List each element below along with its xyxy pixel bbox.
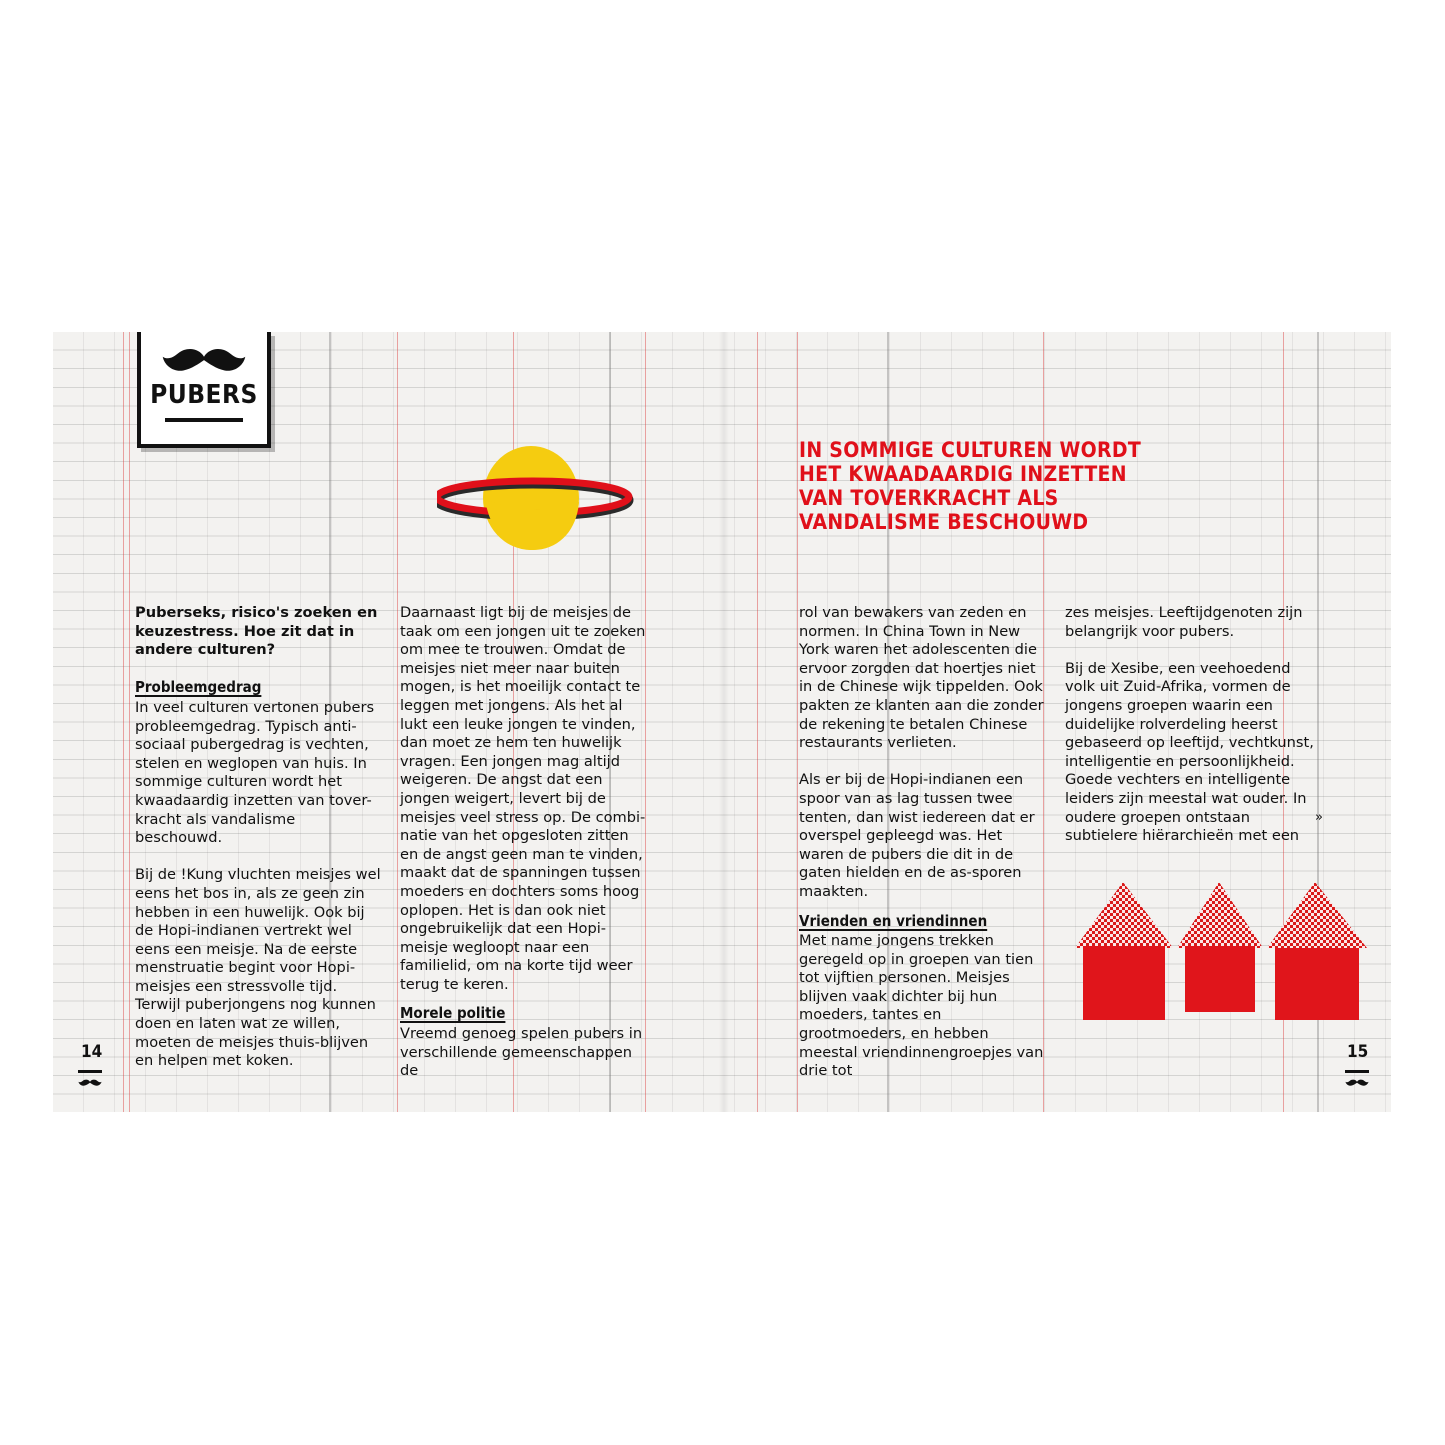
title-underline [165,418,243,422]
page-number-right: 15 [1347,1042,1369,1062]
page-number-left: 14 [81,1042,103,1062]
book-spread [53,332,1391,1112]
paragraph: Bij de Xesibe, een veehoedend volk uit Zuid-Afrika, vormen de jongens groepen waarin een duidelijke rolverdeling heerst gebaseerd op leeftijd, vechtkunst, intelligentie en persoonlijkheid. Goede vechters en intelligente leiders zijn meestal wat ouder. In oudere groepen ontstaan subtielere hiërarchieën met een [1065,659,1314,845]
right-column-2 [1065,604,1315,846]
mustache-icon [1345,1078,1369,1088]
paragraph: rol van bewakers van zeden en normen. In China Town in New York waren het adolescenten die ervoor zorgden dat hoertjes niet in de Chinese wijk tippelden. Ook pakten ze klanten aan die zonder de rekening te betalen Chinese restaurants verlieten. [799,604,1044,752]
paragraph: Daarnaast ligt bij de meisjes de taak om een jongen uit te zoeken om mee te trouwen. Omdat de meisjes niet meer naar buiten mogen, is het moeilijk contact te leggen met jongens. Als het al lukt een leuke jongen te vinden, dan moet ze hem ten huwelijk vragen. Een jongen mag altijd weigeren. De angst dat een jongen weigert, levert bij de meisjes veel stress op. De combi-natie van het opgesloten zitten en de angst geen man te vinden, maakt dat de spanningen tussen moeders en dochters soms hoog oplopen. Het is dan ook niet ongebruikelijk dat een Hopi-meisje wegloopt naar een familielid, om na korte tijd weer terug te keren. [400,604,646,993]
heading-morele-politie: Morele politie [400,1004,506,1023]
heading-probleemgedrag: Probleemgedrag [135,678,262,697]
paragraph: Als er bij de Hopi-indianen een spoor van as lag tussen twee tenten, dan wist iedereen dat er overspel gepleegd was. Het waren de pubers die dit in de gaten hielden en de as-sporen maakten. [799,771,1035,900]
lead-text: Puberseks, risico's zoeken en keuzestress. Hoe zit dat in andere culturen? [135,604,378,659]
book-gutter [719,332,729,1112]
section-title: PUBERS [150,380,258,410]
paragraph: Vreemd genoeg spelen pubers in verschillende gemeenschappen de [400,1025,643,1080]
mustache-icon [161,346,247,376]
heading-vrienden: Vrienden en vriendinnen [799,911,988,930]
page-number-rule [1345,1070,1369,1073]
houses-illustration [1071,880,1371,1028]
mustache-icon [78,1078,102,1088]
paragraph: Bij de !Kung vluchten meisjes wel eens het bos in, als ze geen zin hebben in een huwelijk. Ook bij de Hopi-indianen vertrekt wel eens een meisje. Na de eerste menstruatie begint voor Hopi-meisjes een stressvolle tijd. Terwijl puberjongens nog kunnen doen en laten wat ze willen, moeten de meisjes thuis-blijven en helpen met koken. [135,866,381,1070]
left-column-2 [400,604,650,1081]
page-number-rule [78,1070,102,1073]
planet-illustration [437,442,637,552]
right-column-1 [799,604,1049,1081]
pull-quote: IN SOMMIGE CULTUREN WORDT HET KWAADAARDIG INZETTEN VAN TOVERKRACHT ALS VANDALISME BESCHOUWD [799,438,1142,534]
section-label-box [137,332,271,448]
paragraph: Met name jongens trekken geregeld op in groepen van tien tot vijftien personen. Meisjes blijven vaak dichter bij hun moeders, tantes en grootmoeders, en hebben meestal vriendinnengroepjes van drie tot [799,932,1044,1080]
left-column-1 [135,604,385,1071]
paragraph: In veel culturen vertonen pubers probleemgedrag. Typisch anti-sociaal pubergedrag is vechten, stelen en weglopen van huis. In sommige culturen wordt het kwaadaardig inzetten van tover-kracht als vandalisme beschouwd. [135,698,375,847]
paragraph: zes meisjes. Leeftijdgenoten zijn belangrijk voor pubers. [1065,604,1303,640]
continue-mark: » [1315,810,1323,825]
